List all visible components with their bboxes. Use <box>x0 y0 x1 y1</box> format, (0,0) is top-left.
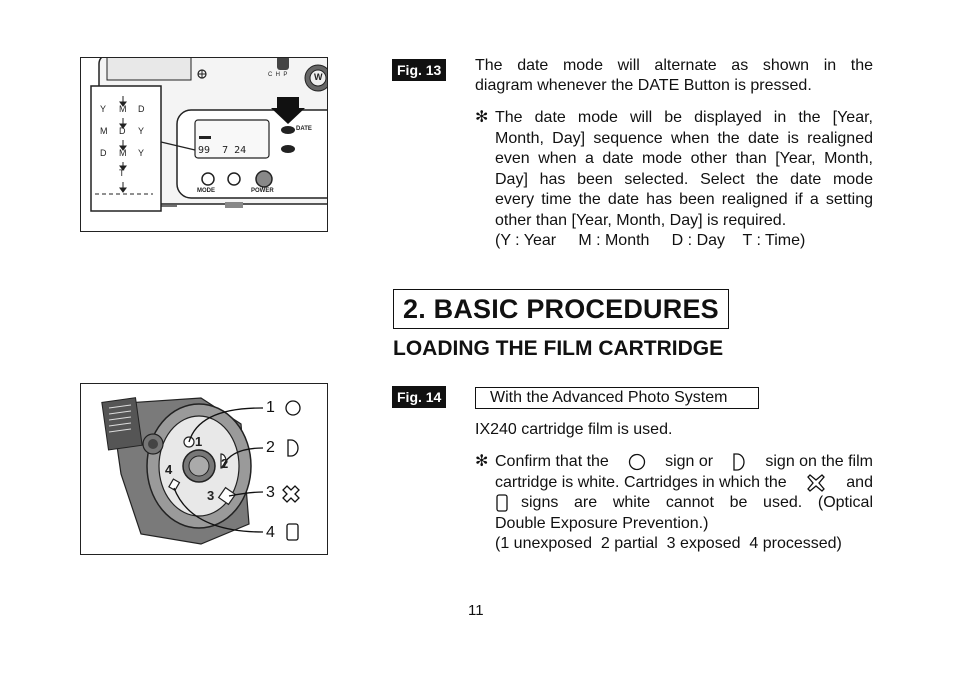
exposed-cross-icon <box>806 473 826 493</box>
callout-number-2: 2 <box>266 439 275 456</box>
cartridge-number-4: 4 <box>165 462 173 477</box>
text-line: even when a date mode other than [Year, Month, <box>495 150 873 167</box>
page-number: 11 <box>468 602 484 619</box>
partial-half-circle-icon <box>732 453 746 471</box>
power-button-label: POWER <box>251 188 274 194</box>
mode-button-label: MODE <box>197 188 215 194</box>
text-line: every time the date has been realigned if a setting <box>495 191 873 208</box>
text-line: other than [Year, Month, Day] is required. <box>495 211 787 229</box>
text-line <box>495 473 873 494</box>
fig13-illustration <box>80 57 328 232</box>
film-cartridge-drawing <box>81 384 328 555</box>
text-line: diagram whenever the DATE Button is pressed. <box>475 77 812 94</box>
date-mode-paragraph-2 <box>475 76 873 97</box>
w-button-label: W <box>314 72 323 82</box>
date-mode-m: M <box>119 104 127 114</box>
note-text: signs are white cannot be used. (Optical <box>521 494 873 511</box>
cartridge-note <box>495 452 873 555</box>
unexposed-circle-icon <box>628 453 646 471</box>
cartridge-number-1: 1 <box>195 434 203 449</box>
note-text: and <box>846 473 873 491</box>
text-line: IX240 cartridge film is used. <box>475 421 673 438</box>
date-mode-t: T <box>119 168 125 178</box>
callout-number-4: 4 <box>266 524 275 541</box>
note-bullet: ✻ <box>475 453 489 470</box>
legend-line: (Y : Year M : Month D : Day T : Time) <box>495 232 806 249</box>
note-text: Confirm that the <box>495 453 609 470</box>
processed-rectangle-icon <box>495 493 509 513</box>
note-text: sign on the film <box>765 453 873 470</box>
text-line: The date mode will be displayed in the [Year, <box>495 109 873 126</box>
date-mode-y: Y <box>100 104 107 114</box>
fig13-label: Fig. 13 <box>392 59 446 81</box>
text-line <box>495 493 873 514</box>
date-mode-m: M <box>100 126 108 136</box>
cartridge-number-3: 3 <box>207 488 215 503</box>
fig14-illustration <box>80 383 328 555</box>
date-mode-d: D <box>138 104 145 114</box>
date-mode-paragraph <box>475 56 873 77</box>
dial-letters: C H P <box>268 72 288 78</box>
lcd-date-readout: 99 7 24 <box>198 145 247 156</box>
date-mode-note <box>495 108 873 252</box>
text-line: Month, Day] sequence when the date is realigned <box>495 129 873 147</box>
cartridge-number-2: 2 <box>221 456 229 471</box>
ix240-paragraph <box>475 420 873 441</box>
text-line <box>495 452 873 473</box>
text-line: Day] has been selected. Select the date mode <box>495 170 873 188</box>
callout-number-1: 1 <box>266 399 275 416</box>
callout-number-3: 3 <box>266 484 275 501</box>
note-text: sign or <box>665 453 714 470</box>
date-mode-y: Y <box>138 148 145 158</box>
date-mode-y: Y <box>138 126 145 136</box>
note-bullet: ✻ <box>475 109 489 126</box>
date-mode-m: M <box>119 148 127 158</box>
section-title: 2. BASIC PROCEDURES <box>393 289 729 329</box>
fig14-label: Fig. 14 <box>392 386 446 408</box>
date-mode-d: D <box>119 126 126 136</box>
aps-system-box: With the Advanced Photo System <box>475 387 759 409</box>
section-subtitle: LOADING THE FILM CARTRIDGE <box>393 337 724 360</box>
text-line: The date mode will alternate as shown in the <box>475 57 873 74</box>
text-line: Double Exposure Prevention.) <box>495 514 709 532</box>
date-button-label: DATE <box>296 126 312 132</box>
legend-line: (1 unexposed 2 partial 3 exposed 4 processed) <box>495 535 842 552</box>
date-mode-d: D <box>100 148 107 158</box>
note-text: cartridge is white. Cartridges in which the <box>495 473 787 491</box>
